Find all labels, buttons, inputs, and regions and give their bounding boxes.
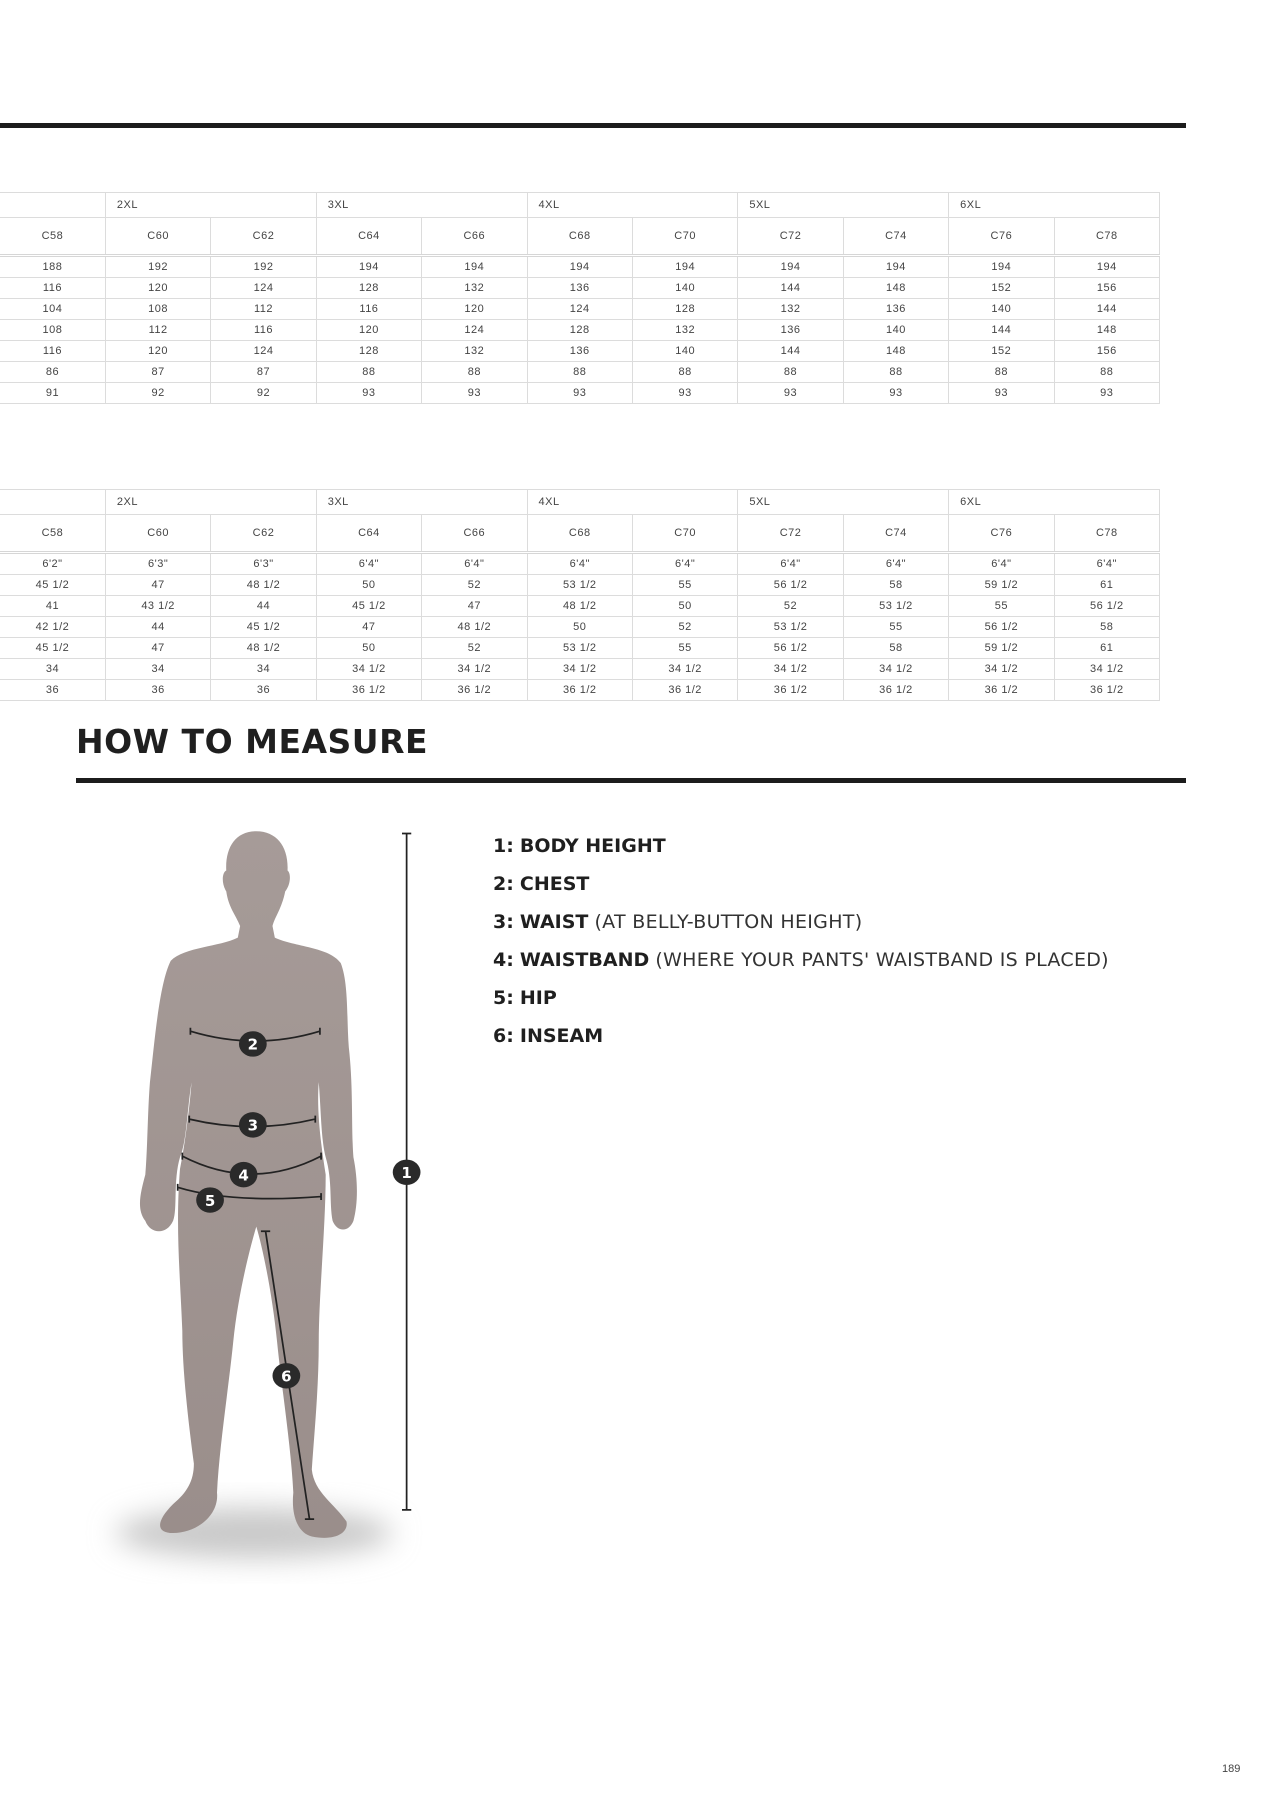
table-cell: 42 1/2: [0, 617, 105, 638]
size-code-header: C68: [527, 218, 632, 256]
legend-item-waist: 3: WAIST (AT BELLY-BUTTON HEIGHT): [493, 911, 863, 933]
table-row: [0, 383, 1160, 404]
table-cell: 93: [316, 383, 421, 404]
table-cell: 59 1/2: [949, 638, 1054, 659]
table-cell: 34: [0, 659, 105, 680]
table-cell: 108: [105, 299, 210, 320]
table-cell: 93: [949, 383, 1054, 404]
table-cell: 156: [1054, 341, 1159, 362]
table-cell: 6'3": [211, 553, 316, 575]
svg-text:3: 3: [247, 1116, 259, 1135]
table-cell: 6'2": [0, 553, 105, 575]
size-group-header: [0, 193, 105, 218]
size-code-header: C68: [527, 515, 632, 553]
size-code-header: C60: [105, 515, 210, 553]
table-cell: 44: [211, 596, 316, 617]
table-cell: 41: [0, 596, 105, 617]
table-cell: 156: [1054, 278, 1159, 299]
table-cell: 92: [105, 383, 210, 404]
marker-5: [196, 1187, 224, 1212]
table-cell: 88: [1054, 362, 1159, 383]
table-cell: 45 1/2: [316, 596, 421, 617]
table-cell: 56 1/2: [738, 638, 843, 659]
table-cell: 93: [632, 383, 737, 404]
table-cell: 34 1/2: [738, 659, 843, 680]
table-cell: 6'4": [843, 553, 948, 575]
table-cell: 58: [1054, 617, 1159, 638]
table-cell: 132: [422, 341, 527, 362]
table-cell: 144: [738, 278, 843, 299]
table-cell: 34 1/2: [527, 659, 632, 680]
size-code-header: C62: [211, 515, 316, 553]
table-cell: 36 1/2: [738, 680, 843, 701]
table-cell: 53 1/2: [527, 575, 632, 596]
table-row: [0, 596, 1160, 617]
table-cell: 93: [527, 383, 632, 404]
table-cell: 50: [316, 575, 421, 596]
table-cell: 53 1/2: [527, 638, 632, 659]
table-cell: 48 1/2: [527, 596, 632, 617]
table-cell: 112: [105, 320, 210, 341]
size-group-header: 5XL: [738, 490, 949, 515]
table-cell: 87: [211, 362, 316, 383]
table-row: [0, 299, 1160, 320]
table-cell: 194: [422, 256, 527, 278]
table-cell: 50: [527, 617, 632, 638]
table-cell: 88: [738, 362, 843, 383]
table-cell: 61: [1054, 575, 1159, 596]
table-cell: 108: [0, 320, 105, 341]
table-cell: 36 1/2: [527, 680, 632, 701]
table-row: [0, 638, 1160, 659]
table-cell: 194: [738, 256, 843, 278]
table-cell: 34 1/2: [949, 659, 1054, 680]
table-cell: 140: [632, 341, 737, 362]
table-cell: 116: [211, 320, 316, 341]
table-cell: 52: [422, 638, 527, 659]
table-cell: 58: [843, 575, 948, 596]
table-cell: 36 1/2: [422, 680, 527, 701]
table-cell: 53 1/2: [843, 596, 948, 617]
table-cell: 112: [211, 299, 316, 320]
table-cell: 6'4": [632, 553, 737, 575]
page-number: 189: [1222, 1763, 1241, 1775]
table-cell: 132: [738, 299, 843, 320]
table-cell: 88: [422, 362, 527, 383]
table-cell: 47: [105, 575, 210, 596]
table-cell: 36: [105, 680, 210, 701]
table-cell: 88: [843, 362, 948, 383]
table-cell: 6'4": [1054, 553, 1159, 575]
table-cell: 45 1/2: [0, 638, 105, 659]
size-code-header: C58: [0, 515, 105, 553]
table-cell: 124: [527, 299, 632, 320]
table-cell: 88: [632, 362, 737, 383]
table-cell: 36 1/2: [632, 680, 737, 701]
table-cell: 6'4": [527, 553, 632, 575]
size-code-header: C72: [738, 218, 843, 256]
table-cell: 140: [632, 278, 737, 299]
table-cell: 87: [105, 362, 210, 383]
table-row: [0, 362, 1160, 383]
svg-text:1: 1: [401, 1164, 412, 1183]
table-cell: 47: [105, 638, 210, 659]
size-code-header: C60: [105, 218, 210, 256]
legend-item-inseam: 6: INSEAM: [493, 1025, 604, 1047]
table-cell: 148: [843, 341, 948, 362]
body-measurement-figure: [69, 810, 439, 1597]
size-group-header: 5XL: [738, 193, 949, 218]
table-cell: 43 1/2: [105, 596, 210, 617]
table-cell: 52: [422, 575, 527, 596]
table-cell: 55: [632, 638, 737, 659]
table-cell: 136: [738, 320, 843, 341]
marker-1: [393, 1160, 421, 1185]
table-cell: 6'4": [422, 553, 527, 575]
size-table-metric: [0, 192, 1160, 404]
marker-4: [230, 1162, 258, 1187]
table-cell: 116: [0, 278, 105, 299]
table-cell: 148: [843, 278, 948, 299]
table-cell: 36: [0, 680, 105, 701]
table-cell: 6'4": [949, 553, 1054, 575]
table-cell: 93: [738, 383, 843, 404]
table-row: [0, 320, 1160, 341]
table-cell: 55: [632, 575, 737, 596]
table-cell: 152: [949, 278, 1054, 299]
table-row: [0, 659, 1160, 680]
marker-3: [239, 1112, 267, 1137]
table-row: [0, 617, 1160, 638]
section-title: HOW TO MEASURE: [76, 722, 429, 761]
table-cell: 56 1/2: [738, 575, 843, 596]
legend-item-body-height: 1: BODY HEIGHT: [493, 835, 666, 857]
table-cell: 56 1/2: [949, 617, 1054, 638]
size-group-header: 6XL: [949, 193, 1160, 218]
svg-text:4: 4: [238, 1166, 249, 1185]
table-cell: 34 1/2: [843, 659, 948, 680]
size-code-header: C78: [1054, 515, 1159, 553]
size-code-header: C64: [316, 515, 421, 553]
table-cell: 194: [1054, 256, 1159, 278]
svg-text:6: 6: [281, 1367, 292, 1386]
table-row: [0, 680, 1160, 701]
table-cell: 56 1/2: [1054, 596, 1159, 617]
table-cell: 124: [422, 320, 527, 341]
size-group-row: [0, 490, 1160, 515]
table-cell: 59 1/2: [949, 575, 1054, 596]
size-code-header: C76: [949, 515, 1054, 553]
table-cell: 194: [632, 256, 737, 278]
size-code-header: C64: [316, 218, 421, 256]
table-cell: 136: [843, 299, 948, 320]
table-cell: 88: [949, 362, 1054, 383]
table-cell: 128: [527, 320, 632, 341]
table-cell: 6'4": [316, 553, 421, 575]
size-code-header: C76: [949, 218, 1054, 256]
marker-6: [273, 1363, 301, 1388]
size-code-header: C66: [422, 218, 527, 256]
table-cell: 194: [316, 256, 421, 278]
legend-item-chest: 2: CHEST: [493, 873, 590, 895]
size-code-header: C62: [211, 218, 316, 256]
table-cell: 34: [211, 659, 316, 680]
table-cell: 152: [949, 341, 1054, 362]
table-cell: 53 1/2: [738, 617, 843, 638]
table-row: [0, 256, 1160, 278]
table-cell: 34 1/2: [1054, 659, 1159, 680]
size-group-row: [0, 193, 1160, 218]
table-cell: 36: [211, 680, 316, 701]
table-cell: 93: [422, 383, 527, 404]
table-cell: 93: [1054, 383, 1159, 404]
table-cell: 45 1/2: [211, 617, 316, 638]
table-cell: 50: [632, 596, 737, 617]
table-cell: 48 1/2: [422, 617, 527, 638]
table-cell: 120: [316, 320, 421, 341]
table-cell: 91: [0, 383, 105, 404]
floor-shadow: [115, 1508, 393, 1559]
size-code-header: C70: [632, 515, 737, 553]
svg-text:2: 2: [247, 1035, 259, 1054]
table-cell: 192: [105, 256, 210, 278]
table-cell: 36 1/2: [843, 680, 948, 701]
table-cell: 116: [0, 341, 105, 362]
table-cell: 194: [527, 256, 632, 278]
table-cell: 36 1/2: [316, 680, 421, 701]
table-cell: 120: [105, 278, 210, 299]
size-code-header: C78: [1054, 218, 1159, 256]
table-cell: 34 1/2: [632, 659, 737, 680]
size-group-header: 4XL: [527, 490, 738, 515]
table-cell: 34: [105, 659, 210, 680]
table-cell: 144: [1054, 299, 1159, 320]
table-cell: 47: [422, 596, 527, 617]
marker-2: [239, 1031, 267, 1056]
size-table-imperial: [0, 489, 1160, 701]
table-cell: 188: [0, 256, 105, 278]
table-cell: 61: [1054, 638, 1159, 659]
table-cell: 92: [211, 383, 316, 404]
table-cell: 34 1/2: [316, 659, 421, 680]
table-cell: 93: [843, 383, 948, 404]
table-cell: 48 1/2: [211, 638, 316, 659]
size-code-header: C72: [738, 515, 843, 553]
legend-item-waistband: 4: WAISTBAND (WHERE YOUR PANTS' WAISTBAND IS PLACED): [493, 949, 1109, 971]
table-cell: 140: [949, 299, 1054, 320]
table-row: [0, 575, 1160, 596]
size-code-row: [0, 515, 1160, 553]
table-cell: 144: [738, 341, 843, 362]
section-rule: [76, 778, 1186, 783]
table-cell: 58: [843, 638, 948, 659]
table-cell: 140: [843, 320, 948, 341]
table-cell: 48 1/2: [211, 575, 316, 596]
table-cell: 144: [949, 320, 1054, 341]
measurement-legend: [493, 833, 1109, 1061]
table-row: [0, 553, 1160, 575]
table-cell: 148: [1054, 320, 1159, 341]
size-code-header: C74: [843, 218, 948, 256]
table-cell: 52: [632, 617, 737, 638]
size-group-header: 3XL: [316, 193, 527, 218]
top-rule: [0, 123, 1186, 128]
size-group-header: 4XL: [527, 193, 738, 218]
size-code-header: C74: [843, 515, 948, 553]
table-cell: 86: [0, 362, 105, 383]
table-cell: 6'4": [738, 553, 843, 575]
table-row: [0, 341, 1160, 362]
size-code-header: C58: [0, 218, 105, 256]
table-cell: 136: [527, 341, 632, 362]
table-cell: 104: [0, 299, 105, 320]
size-code-header: C70: [632, 218, 737, 256]
table-cell: 36 1/2: [949, 680, 1054, 701]
table-cell: 88: [316, 362, 421, 383]
table-cell: 194: [949, 256, 1054, 278]
table-cell: 44: [105, 617, 210, 638]
table-cell: 50: [316, 638, 421, 659]
table-cell: 52: [738, 596, 843, 617]
table-cell: 132: [422, 278, 527, 299]
table-cell: 124: [211, 278, 316, 299]
table-cell: 116: [316, 299, 421, 320]
svg-text:5: 5: [204, 1191, 216, 1210]
table-cell: 36 1/2: [1054, 680, 1159, 701]
table-cell: 45 1/2: [0, 575, 105, 596]
table-cell: 55: [949, 596, 1054, 617]
table-cell: 88: [527, 362, 632, 383]
size-group-header: 3XL: [316, 490, 527, 515]
table-cell: 132: [632, 320, 737, 341]
table-cell: 34 1/2: [422, 659, 527, 680]
table-cell: 55: [843, 617, 948, 638]
table-cell: 120: [422, 299, 527, 320]
table-cell: 136: [527, 278, 632, 299]
table-cell: 124: [211, 341, 316, 362]
table-row: [0, 278, 1160, 299]
table-cell: 120: [105, 341, 210, 362]
size-group-header: [0, 490, 105, 515]
size-group-header: 2XL: [105, 490, 316, 515]
size-group-header: 2XL: [105, 193, 316, 218]
legend-item-hip: 5: HIP: [493, 987, 557, 1009]
table-cell: 192: [211, 256, 316, 278]
table-cell: 6'3": [105, 553, 210, 575]
table-cell: 194: [843, 256, 948, 278]
table-cell: 47: [316, 617, 421, 638]
size-code-row: [0, 218, 1160, 256]
table-cell: 128: [316, 278, 421, 299]
table-cell: 128: [316, 341, 421, 362]
size-code-header: C66: [422, 515, 527, 553]
size-group-header: 6XL: [949, 490, 1160, 515]
table-cell: 128: [632, 299, 737, 320]
